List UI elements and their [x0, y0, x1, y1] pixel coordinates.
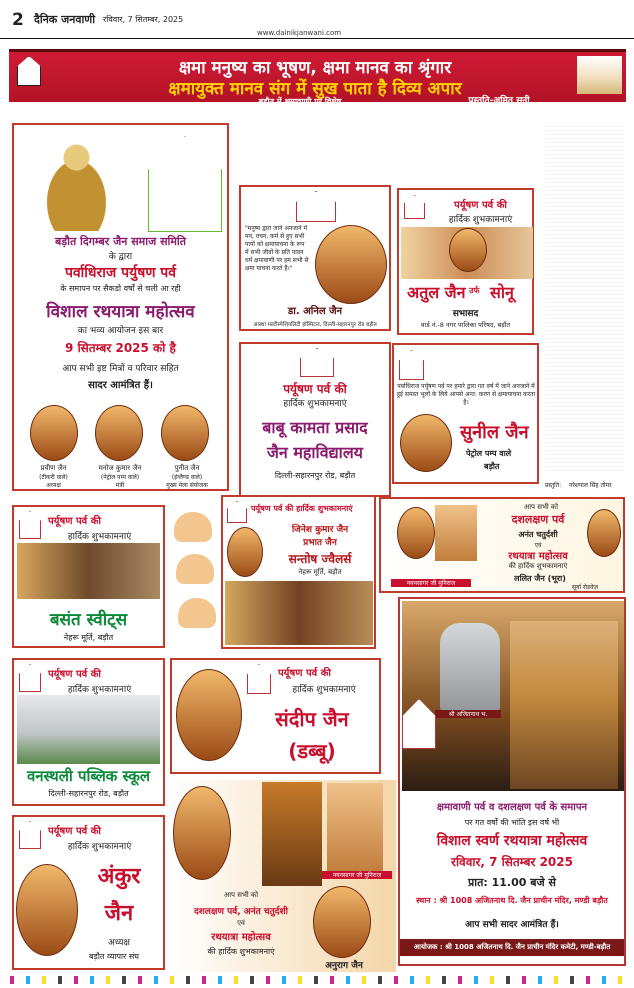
avatar — [30, 405, 78, 461]
website[interactable]: www.dainikjanwani.com — [257, 29, 342, 37]
basant-heading: पर्यूषण पर्व की — [48, 516, 101, 527]
buddha-statue-photo — [25, 129, 128, 231]
avatar — [16, 864, 78, 956]
kamta-sub: हार्दिक शुभकामनाएं — [283, 399, 347, 409]
banner-credit: प्रस्तुति-अमित सनी — [468, 96, 530, 106]
jain-emblem-icon — [296, 191, 336, 222]
anil-name: डा. अनिल जैन — [287, 306, 343, 317]
vanasthali-heading: पर्यूषण पर्व की — [48, 669, 101, 680]
avatar — [313, 886, 371, 958]
person-name: पुनीत जैन — [174, 464, 200, 472]
sandeep-heading: पर्यूषण पर्व की — [278, 668, 331, 679]
basant-name: बसंत स्वीट्स — [49, 610, 128, 630]
kamta-ad — [239, 342, 391, 497]
samiti-line-2: के द्वारा — [108, 252, 133, 262]
samiti-line-3: पर्वाधिराज पर्युषण पर्व — [64, 265, 177, 281]
jain-emblem-icon — [404, 195, 425, 219]
praying-hands-icon — [174, 512, 212, 542]
temple-label: श्री अजितनाथ भ. — [435, 710, 501, 718]
samiti-line-7: 9 सितम्बर 2025 को है — [65, 341, 176, 355]
person-role: (इंग्लैण्ड वाले) — [171, 474, 203, 481]
jain-emblem-icon — [247, 664, 271, 694]
ankur-name-2: जैन — [104, 901, 134, 926]
sandeep-ad — [170, 658, 381, 774]
anurag-top: आप सभी को — [223, 891, 259, 899]
anurag-line-2: एवं — [237, 919, 245, 927]
sunil-city: बड़ौत — [484, 462, 500, 471]
vanasthali-ad — [12, 658, 165, 806]
sandeep-name: संदीप जैन — [275, 707, 349, 731]
anurag-monk: नयनसागर जी मुनिराज — [322, 871, 392, 879]
ankur-heading: पर्यूषण पर्व की — [48, 826, 101, 837]
ankur-org: बड़ौत व्यापार संघ — [88, 952, 140, 961]
person-name: मनोज कुमार जैन — [98, 464, 142, 472]
vanasthali-sub: हार्दिक शुभकामनाएं — [67, 685, 132, 695]
samiti-line-1: बड़ौत दिगम्बर जैन समाज समिति — [54, 235, 187, 248]
anurag-line-1: दशलक्षण पर्व, अनंत चतुर्दशी — [194, 907, 288, 917]
lalit-role: सूर्या रोडवेज़ — [571, 584, 598, 591]
rathyatra-intro-2: पर गत वर्षों की भांति इस वर्ष भी — [464, 818, 560, 827]
sandeep-sub: हार्दिक शुभकामनाएं — [292, 685, 356, 695]
santosh-name-2: प्रभात जैन — [303, 538, 337, 548]
ankur-role: अध्यक्ष — [108, 938, 130, 948]
avatar — [173, 786, 231, 880]
jain-emblem-icon — [227, 501, 247, 523]
masthead: दैनिक जनवाणी — [34, 13, 96, 26]
avatar — [449, 228, 487, 272]
date-line: रविवार, 7 सितम्बर, 2025 — [103, 15, 184, 24]
anil-quote: "मनुष्य द्वारा जाने अनजाने में मन, वचन, कर्म से हुए सभी पापों को क्षमायाचना के रूप में सभी जीवों के प्रति पावन धर्म क्षमावाणी पर हम सभी से क्षमा याचना करते हैं।" — [245, 225, 309, 273]
basant-sub: हार्दिक शुभकामनाएं — [67, 532, 132, 542]
person-role: (पेट्रोल पम्प वाले) — [100, 474, 140, 481]
kamta-name-2: जैन महाविद्यालय — [267, 443, 363, 462]
banner-line-1: क्षमा मनुष्य का भूषण, क्षमा मानव का श्रृंगार — [178, 58, 452, 78]
anurag-name: अनुराग जैन — [325, 961, 363, 971]
sunil-name: सुनील जैन — [460, 422, 529, 443]
person-title: अध्यक्ष — [46, 482, 61, 489]
rathyatra-time: प्रात: 11.00 बजे से — [468, 876, 556, 889]
person-name: प्रवीण जैन — [40, 464, 67, 472]
kamta-name-1: बाबू कामता प्रसाद — [262, 418, 368, 437]
avatar — [400, 414, 452, 472]
jain-emblem-icon — [17, 56, 41, 86]
basant-address: नेहरू मूर्ति, बड़ौत — [63, 633, 114, 642]
text-block — [545, 123, 625, 473]
rath-photo — [510, 621, 618, 789]
ankur-ad — [12, 815, 165, 970]
praying-hands-icon — [178, 598, 216, 628]
jain-emblem-icon — [399, 350, 424, 380]
page-header — [0, 0, 634, 52]
sunil-business: पेट्रोल पम्प वाले — [466, 449, 512, 458]
lalit-line-5: की हार्दिक शुभकामनाएं — [508, 562, 568, 570]
santosh-ad — [221, 495, 376, 649]
person-role: (टीकरी वाले) — [39, 474, 68, 481]
school-photo — [17, 695, 160, 764]
jain-emblem-icon — [148, 136, 222, 232]
right-column-text — [545, 123, 627, 493]
rathyatra-venue: स्थान : श्री 1008 अजितनाथ दि. जैन प्राचीन मंदिर, मण्डी बड़ौत — [416, 896, 608, 905]
avatar — [315, 225, 387, 304]
avatar — [587, 509, 621, 557]
sunil-ad — [392, 343, 539, 484]
samiti-line-8: आप सभी इष्ट मित्रों व परिवार सहित — [62, 364, 179, 374]
lalit-top: आप सभी को — [523, 503, 559, 511]
lalit-name: ललित जैन (भूरा) — [514, 574, 566, 583]
top-banner — [9, 49, 626, 106]
column-credit-name: नरेशपाल सिंह तोमर — [569, 482, 612, 489]
header-divider — [0, 38, 634, 39]
samiti-line-5: विशाल रथयात्रा महोत्सव — [46, 302, 195, 322]
atul-name: अतुल जैन — [407, 283, 466, 302]
banner-subtitle: बड़ौत में क्षमावाणी पर विशेष — [258, 97, 342, 106]
anurag-line-4: की हार्दिक शुभकामनाएं — [207, 947, 275, 956]
vanasthali-name: वनस्थली पब्लिक स्कूल — [26, 767, 151, 785]
avatar — [227, 527, 263, 577]
anil-org: आस्था मल्टीस्पेशियलिटी हॉस्पिटल, दिल्ली-सहारनपुर रोड बड़ौत — [253, 322, 377, 328]
avatar — [397, 507, 435, 559]
shop-photo — [17, 543, 160, 599]
atul-nick-prefix: उर्फ — [469, 286, 480, 295]
lalit-line-1: दशलक्षण पर्व — [511, 513, 565, 526]
monk-photo — [435, 505, 477, 561]
anurag-line-3: रथयात्रा महोत्सव — [211, 932, 271, 943]
samiti-ad — [12, 123, 229, 491]
santosh-name-1: जिनेश कुमार जैन — [291, 525, 349, 535]
lalit-ad — [379, 497, 625, 593]
sunil-text: पर्वाधिराज पर्युषण पर्व पर हमारे द्वारा गत वर्ष में जाने अनजाने में हुई समस्त भूलों के लिये आपसे अन्त: करण से क्षमायाचना करता है। — [396, 383, 536, 406]
jain-emblem-icon — [300, 348, 334, 377]
rathyatra-date: रविवार, 7 सितम्बर 2025 — [451, 855, 573, 869]
kamta-heading: पर्यूषण पर्व की — [283, 382, 347, 396]
monk-photo — [327, 783, 383, 873]
registration-dots — [10, 976, 624, 984]
lalit-line-3: एवं — [534, 542, 542, 549]
atul-nick: सोनू — [490, 283, 514, 302]
atul-role: सभासद — [452, 309, 479, 319]
rathyatra-organizer: आयोजक : श्री 1008 अजितनाथ दि. जैन प्राचीन मंदिर कमेटी, मण्डी-बड़ौत — [400, 939, 624, 956]
lalit-monk: नयनसागर जी मुनिराज — [391, 579, 471, 587]
column-credit-label: प्रस्तुति: — [545, 482, 562, 489]
atul-sub: हार्दिक शुभकामनाएं — [448, 215, 513, 225]
kamta-address: दिल्ली-सहारनपुर रोड, बड़ौत — [274, 471, 356, 480]
avatar — [161, 405, 209, 461]
shop-photo — [225, 581, 373, 645]
sandeep-nick: (डब्बू) — [288, 739, 336, 763]
avatar — [95, 405, 143, 461]
samiti-line-9: सादर आमंत्रित हैं। — [88, 380, 153, 391]
santosh-shop: सन्तोष ज्वैलर्स — [288, 552, 352, 566]
avatar — [176, 669, 242, 761]
temple-photo — [577, 56, 622, 94]
jain-idol-photo — [440, 623, 500, 715]
vanasthali-address: दिल्ली-सहारनपुर रोड, बड़ौत — [48, 789, 129, 798]
rath-photo — [262, 782, 322, 886]
rathyatra-ad — [398, 597, 626, 966]
samiti-line-6: का भव्य आयोजन इस बार — [77, 326, 164, 336]
page-number: 2 — [12, 10, 24, 30]
banner-line-2: क्षमायुक्त मानव संग में सुख पाता है दिव्य अपार — [168, 79, 462, 99]
praying-hands-icon — [176, 554, 214, 584]
anil-ad — [239, 185, 391, 331]
atul-ad — [397, 188, 534, 335]
rathyatra-invite: आप सभी सादर आमंत्रित हैं। — [465, 920, 559, 930]
person-title: मंत्री — [115, 482, 125, 489]
santosh-heading: पर्यूषण पर्व की हार्दिक शुभकामनाएं — [251, 504, 353, 513]
rathyatra-title: विशाल स्वर्ण रथयात्रा महोत्सव — [436, 833, 588, 849]
anurag-ad — [170, 780, 396, 972]
atul-heading: पर्यूषण पर्व की — [454, 200, 507, 211]
lalit-line-2: अनंत चतुर्दशी — [518, 530, 558, 539]
santosh-address: नेहरू मूर्ति, बड़ौत — [298, 568, 342, 576]
samiti-line-4: के समापन पर सैकडो वर्षों से चली आ रही — [60, 284, 181, 293]
ankur-sub: हार्दिक शुभकामनाएं — [67, 842, 132, 852]
rathyatra-intro: क्षमावाणी पर्व व दशलक्षण पर्व के समापन — [436, 802, 588, 813]
atul-ward: वार्ड नं.-8 नगर पालिका परिषद, बड़ौत — [420, 321, 511, 329]
lalit-line-4: रथयात्रा महोत्सव — [508, 551, 568, 562]
person-title: मुख्य मेला संयोजक — [166, 482, 208, 489]
ankur-name-1: अंकुर — [97, 864, 141, 889]
basant-ad — [12, 505, 165, 648]
